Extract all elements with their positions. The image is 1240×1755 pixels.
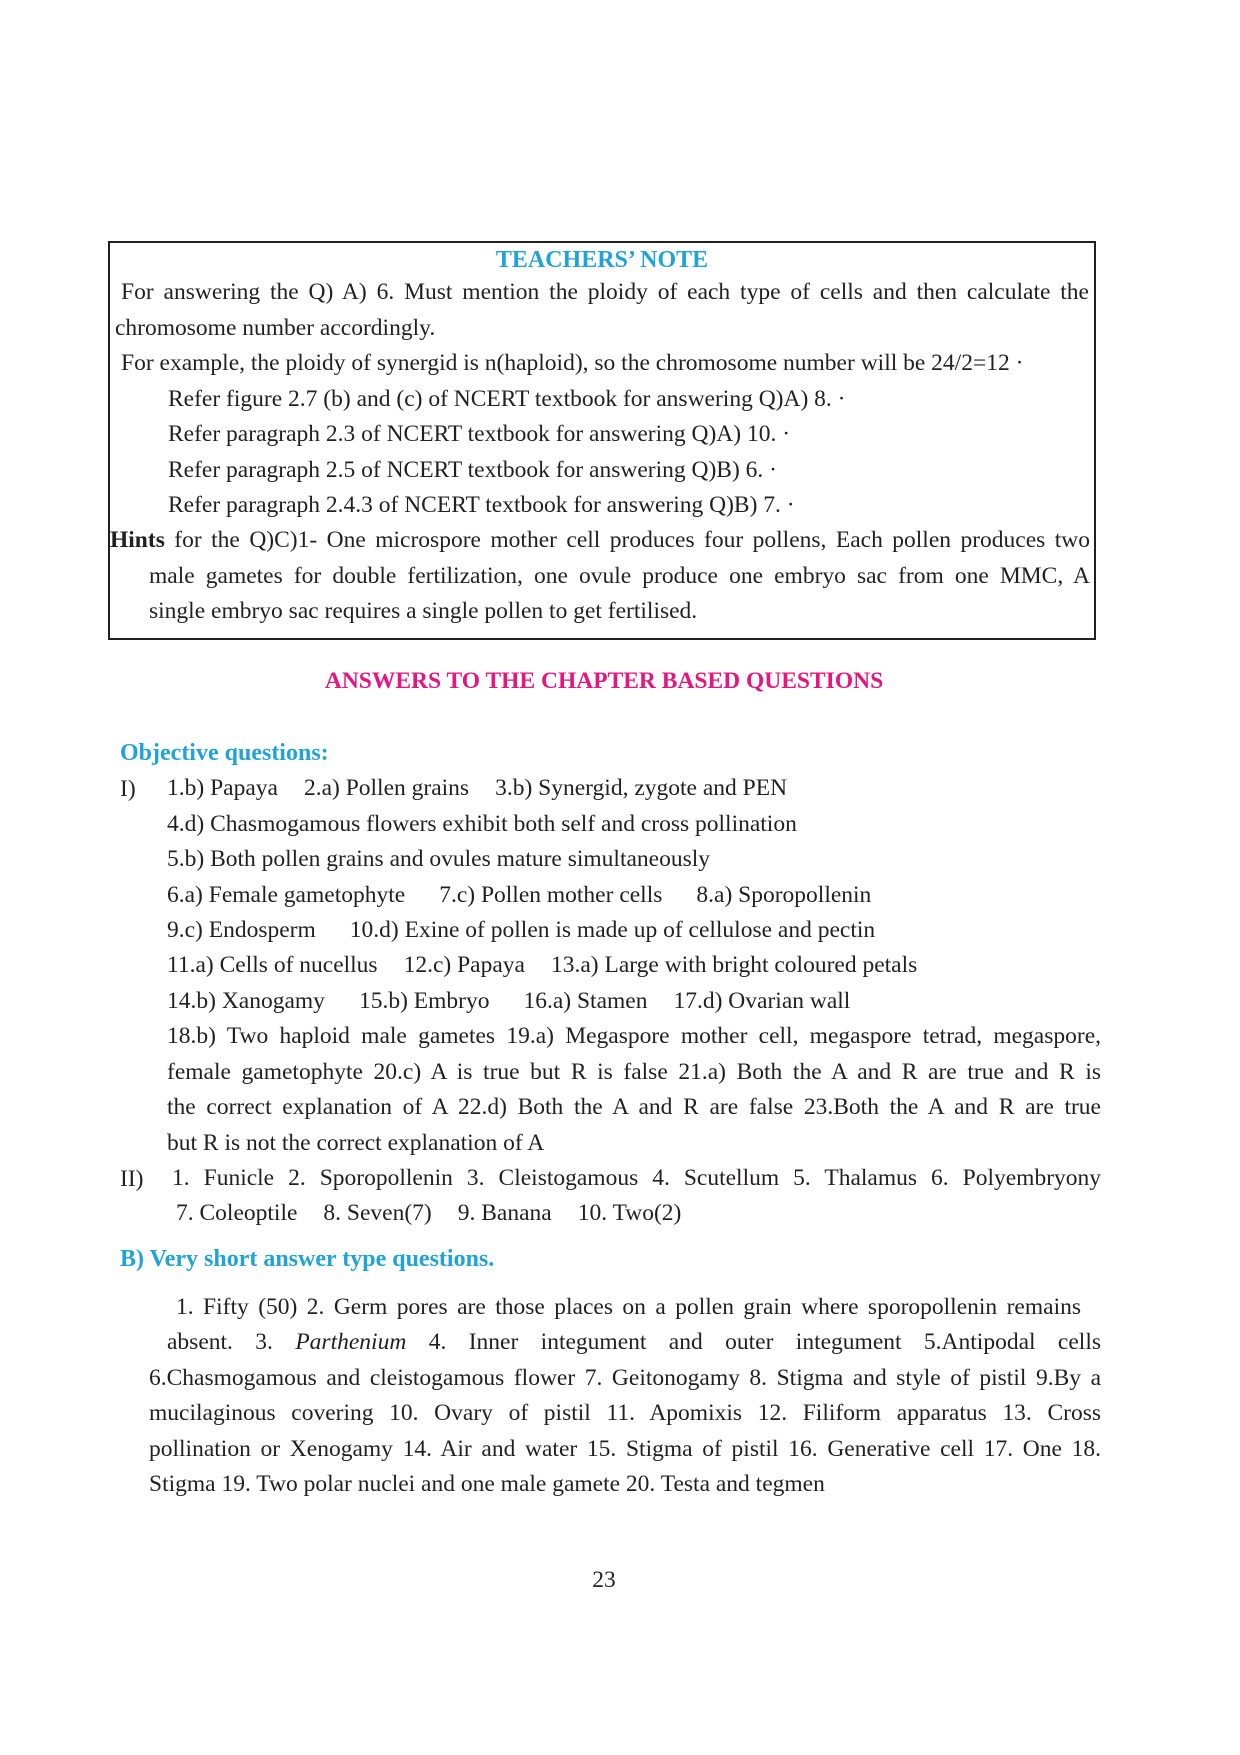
objective-line-11: but R is not the correct explanation of A — [167, 1130, 545, 1156]
answer-14: 14.b) Xanogamy — [167, 988, 325, 1014]
fill-answer-8: 8. Seven(7) — [323, 1200, 432, 1226]
fill-answer-7: 7. Coleoptile — [176, 1200, 298, 1226]
answer-6: 6.a) Female gametophyte — [167, 882, 406, 908]
note-line-6: Refer paragraph 2.5 of NCERT textbook for answering Q)B) 6. · — [168, 457, 777, 483]
note-line-2: chromosome number accordingly. — [115, 315, 436, 341]
note-line-8-text: for the Q)C)1- One microspore mother cell produces four pollens, Each pollen produces two — [164, 527, 1090, 553]
note-line-1: For answering the Q) A) 6. Must mention the ploidy of each type of cells and then calculate the — [121, 279, 1089, 305]
objective-ii-line-2 — [176, 1198, 681, 1228]
teachers-note-title: TEACHERS’ NOTE — [495, 247, 709, 273]
fill-answer-1: 1. Funicle — [172, 1165, 275, 1191]
very-short-line-5: pollination or Xenogamy 14. Air and water 15. Stigma of pistil 16. Generative cell 17. One 18. — [149, 1436, 1101, 1462]
fill-answer-6: 6. Polyembryony — [931, 1165, 1102, 1191]
answer-7: 7.c) Pollen mother cells — [439, 882, 663, 908]
answer-12: 12.c) Papaya — [403, 952, 525, 978]
answer-13: 13.a) Large with bright coloured petals — [550, 952, 918, 978]
objective-line-1 — [167, 773, 787, 803]
answer-15: 15.b) Embryo — [358, 988, 490, 1014]
objective-line-7 — [167, 986, 850, 1016]
answer-2: 2.a) Pollen grains — [303, 775, 470, 801]
note-line-7: Refer paragraph 2.4.3 of NCERT textbook for answering Q)B) 7. · — [168, 492, 795, 518]
answer-17: 17.d) Ovarian wall — [673, 988, 851, 1014]
very-short-heading: B) Very short answer type questions. — [120, 1246, 495, 1272]
page-number: 23 — [592, 1567, 616, 1593]
answer-1: 1.b) Papaya — [167, 775, 278, 801]
teachers-note-box — [108, 241, 1096, 640]
fill-answer-4: 4. Scutellum — [652, 1165, 780, 1191]
very-short-line-4: mucilaginous covering 10. Ovary of pistil 11. Apomixis 12. Filiform apparatus 13. Cross — [149, 1400, 1101, 1426]
objective-line-2: 4.d) Chasmogamous flowers exhibit both self and cross pollination — [167, 811, 797, 837]
note-line-5: Refer paragraph 2.3 of NCERT textbook for answering Q)A) 10. · — [168, 421, 791, 447]
objective-line-9: female gametophyte 20.c) A is true but R is false 21.a) Both the A and R are true and R is — [167, 1059, 1101, 1085]
answer-3: 3.b) Synergid, zygote and PEN — [495, 775, 788, 801]
very-short-line-6: Stigma 19. Two polar nuclei and one male gamete 20. Testa and tegmen — [149, 1471, 825, 1497]
fill-answer-9: 9. Banana — [457, 1200, 552, 1226]
answer-16: 16.a) Stamen — [523, 988, 648, 1014]
note-line-4: Refer figure 2.7 (b) and (c) of NCERT textbook for answering Q)A) 8. · — [168, 386, 846, 412]
very-short-line-1: 1. Fifty (50) 2. Germ pores are those places on a pollen grain where sporopollenin remains — [176, 1294, 1081, 1320]
very-short-line-3: 6.Chasmogamous and cleistogamous flower 7. Geitonogamy 8. Stigma and style of pistil 9.By a — [149, 1365, 1101, 1391]
very-short-line-2 — [167, 1327, 1101, 1357]
fill-answer-10: 10. Two(2) — [577, 1200, 682, 1226]
roman-numeral-1: I) — [120, 776, 136, 802]
fill-answer-2: 2. Sporopollenin — [288, 1165, 453, 1191]
fill-answer-5: 5. Thalamus — [793, 1165, 918, 1191]
objective-line-4 — [167, 880, 871, 910]
answer-11: 11.a) Cells of nucellus — [167, 952, 378, 978]
objective-line-8: 18.b) Two haploid male gametes 19.a) Megaspore mother cell, megaspore tetrad, megaspore, — [167, 1023, 1101, 1049]
fill-answer-3: 3. Cleistogamous — [466, 1165, 639, 1191]
answers-heading: ANSWERS TO THE CHAPTER BASED QUESTIONS — [324, 668, 884, 694]
answer-9: 9.c) Endosperm — [167, 917, 316, 943]
objective-line-5 — [167, 915, 875, 945]
objective-line-6 — [167, 950, 917, 980]
answer-10: 10.d) Exine of pollen is made up of cellulose and pectin — [349, 917, 876, 943]
parthenium-term: Parthenium — [295, 1329, 407, 1355]
objective-line-10: the correct explanation of A 22.d) Both the A and R are false 23.Both the A and R are true — [167, 1094, 1101, 1120]
very-short-line-2a: absent. 3. — [167, 1329, 296, 1355]
hints-label: Hints — [110, 527, 165, 553]
note-line-3: For example, the ploidy of synergid is n(haploid), so the chromosome number will be 24/2=12 · — [121, 350, 1024, 376]
answer-8: 8.a) Sporopollenin — [696, 882, 872, 908]
objective-ii-line-1 — [172, 1163, 1101, 1193]
note-line-9: male gametes for double fertilization, one ovule produce one embryo sac from one MMC, A — [149, 563, 1090, 589]
objective-heading: Objective questions: — [120, 740, 329, 766]
note-line-8 — [110, 525, 1090, 555]
roman-numeral-2: II) — [120, 1166, 144, 1192]
very-short-line-2b: 4. Inner integument and outer integument 5.Antipodal cells — [406, 1329, 1101, 1355]
note-line-10: single embryo sac requires a single pollen to get fertilised. — [149, 598, 698, 624]
objective-line-3: 5.b) Both pollen grains and ovules mature simultaneously — [167, 846, 711, 872]
